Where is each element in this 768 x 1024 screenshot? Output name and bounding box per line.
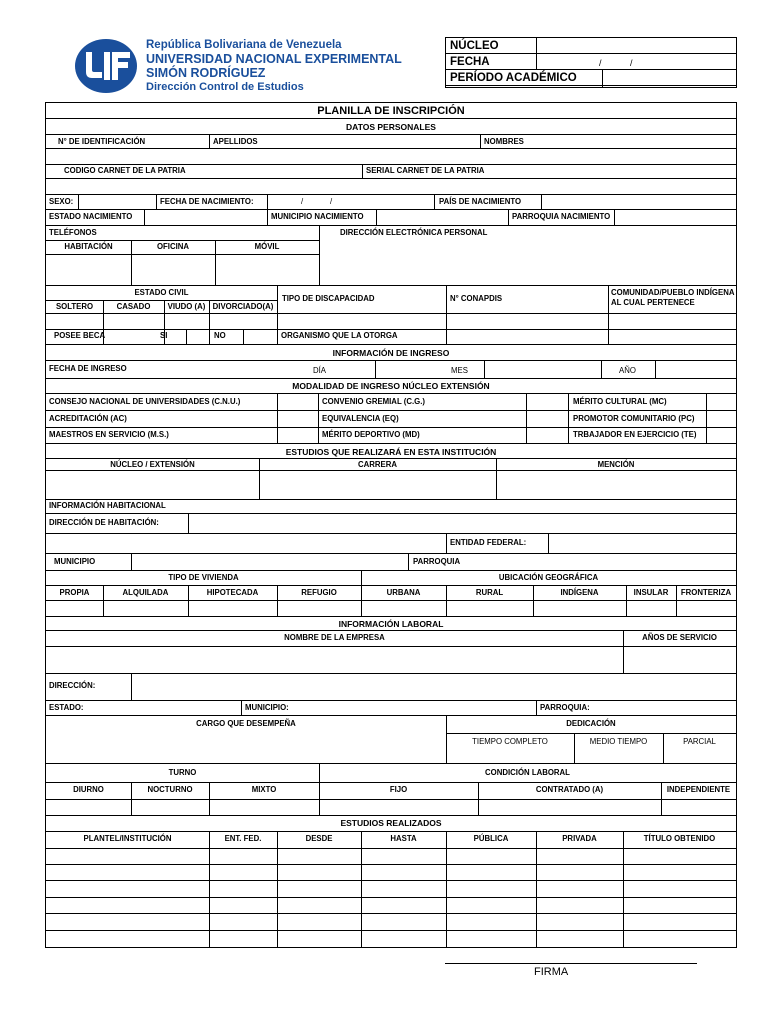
telefonos-label: TELÉFONOS [49, 228, 97, 237]
signature-line [445, 963, 697, 964]
privada-label: PRIVADA [562, 834, 597, 843]
comunidad-label-2: AL CUAL PERTENECE [611, 298, 695, 307]
organismo-label: ORGANISMO QUE LA OTORGA [281, 331, 398, 340]
section-datos-personales: DATOS PERSONALES [346, 122, 436, 132]
signature-label: FIRMA [534, 966, 569, 978]
fronteriza-label: FRONTERIZA [680, 588, 732, 597]
divorciado-label: DIVORCIADO(A) [212, 302, 274, 311]
parroquia-nacimiento-label: PARROQUIA NACIMIENTO [512, 212, 611, 221]
si-label: SI [160, 331, 168, 340]
independiente-label: INDEPENDIENTE [666, 785, 731, 794]
email-label: DIRECCIÓN ELECTRÓNICA PERSONAL [340, 228, 488, 237]
pc-label: PROMOTOR COMUNITARIO (PC) [573, 414, 695, 423]
inscription-form: PLANILLA DE INSCRIPCIÓN DATOS PERSONALES N° DE IDENTIFICACIÓN APELLIDOS NOMBRES CODIGO CARNET DE LA PATRIA SERIAL CARNET DE LA PATRIA SEXO: FECHA DE NACIMIENTO: / / PAÍS DE NACIMIENTO ESTADO NACIMIENTO MUNICIPIO NACIMIENTO PARROQUIA NACIMIENTO TELÉFONOS DIRECCIÓN ELECTRÓNICA PERSONAL HABITACIÓN OFICINA MÓVIL ESTADO CIVIL TIPO DE DISCAPACIDAD N° CONAPDIS COMUNIDAD/PUEBLO INDÍGENA AL CUAL PERTENECE SOLTERO CASADO VIUDO (A) DIVORCIADO(A) POSEE BECA SI NO ORGANISMO QUE LA OTORGA INFORMACIÓN DE INGRESO FECHA DE INGRESO DÍA MES AÑO MODALIDAD DE INGRESO NÚCLEO EXTENSIÓN CONSEJO NACIONAL DE UNIVERSIDADES (C.N.U.) CONVENIO GREMIAL (C.G.) MÉRITO CULTURAL (MC) ACREDITACIÓN (AC) EQUIVALENCIA (EQ) PROMOTOR COMUNITARIO (PC) MAESTROS EN SERVICIO (M.S.) MÉRITO DEPORTIVO (MD) TRBAJADOR EN EJERCICIO (TE) ESTUDIOS QUE REALIZARÁ EN ESTA INSTITUCIÓN NÚCLEO / EXTENSIÓN CARRERA MENCIÓN INFORMACIÓN HABITACIONAL DIRECCIÓN DE HABITACIÓN: ENTIDAD FEDERAL: MUNICIPIO PARROQUIA TIPO DE VIVIENDA UBICACIÓN GEOGRÁFICA PROPIA ALQUILADA HIPOTECADA REFUGIO URBANA RURAL INDÍGENA INSULAR FRONTERIZA INFORMACIÓN LABORAL NOMBRE DE LA EMPRESA AÑOS DE SERVICIO DIRECCIÓN: ESTADO: MUNICIPIO: PARROQUIA: CARGO QUE DESEMPEÑA DEDICACIÓN TIEMPO COMPLETO MEDIO TIEMPO PARCIAL TURNO CONDICIÓN LABORAL DIURNO NOCTURNO MIXTO FIJO CONTRATADO (A) INDEPENDIENTE ESTUDIOS REALIZADOS PLANTEL/INSTITUCIÓN ENT. FED. DESDE HASTA PÚBLICA PRIVADA TÍTULO OBTENIDO [45, 102, 737, 948]
fecha-nacimiento-label: FECHA DE NACIMIENTO: [160, 197, 254, 206]
casado-label: CASADO [116, 302, 151, 311]
fecha-row: FECHA [446, 54, 736, 70]
soltero-label: SOLTERO [55, 302, 94, 311]
periodo-row: PERÍODO ACADÉMICO [446, 70, 736, 86]
contratado-label: CONTRATADO (A) [535, 785, 604, 794]
pais-nacimiento-label: PAÍS DE NACIMIENTO [439, 197, 522, 206]
municipio-laboral-label: MUNICIPIO: [245, 703, 289, 712]
rural-label: RURAL [475, 588, 504, 597]
habitacion-label: HABITACIÓN [64, 242, 113, 251]
nocturno-label: NOCTURNO [147, 785, 193, 794]
urbana-label: URBANA [386, 588, 421, 597]
insular-label: INSULAR [633, 588, 669, 597]
oficina-label: OFICINA [156, 242, 190, 251]
estado-nacimiento-label: ESTADO NACIMIENTO [49, 212, 133, 221]
md-label: MÉRITO DEPORTIVO (MD) [322, 430, 420, 439]
movil-label: MÓVIL [254, 242, 280, 251]
anios-servicio-label: AÑOS DE SERVICIO [642, 633, 717, 642]
no-label: NO [214, 331, 226, 340]
ms-label: MAESTROS EN SERVICIO (M.S.) [49, 430, 169, 439]
nucleo-row: NÚCLEO [446, 38, 736, 54]
section-laboral: INFORMACIÓN LABORAL [338, 619, 444, 629]
cnu-label: CONSEJO NACIONAL DE UNIVERSIDADES (C.N.U.) [49, 397, 241, 406]
section-estudios-realizados: ESTUDIOS REALIZADOS [340, 818, 442, 828]
turno-label: TURNO [168, 768, 197, 777]
indigena-label: INDÍGENA [560, 588, 599, 597]
apellidos-label: APELLIDOS [213, 137, 258, 146]
dedicacion-label: DEDICACIÓN [566, 719, 616, 728]
mencion-label: MENCIÓN [597, 460, 635, 469]
form-title: PLANILLA DE INSCRIPCIÓN [317, 105, 465, 117]
hipotecada-label: HIPOTECADA [206, 588, 259, 597]
fijo-label: FIJO [389, 785, 408, 794]
cg-label: CONVENIO GREMIAL (C.G.) [322, 397, 425, 406]
parroquia-label: PARROQUIA [413, 557, 461, 566]
nucleo-extension-label: NÚCLEO / EXTENSIÓN [110, 460, 195, 469]
plantel-label: PLANTEL/INSTITUCIÓN [83, 834, 172, 843]
carrera-label: CARRERA [358, 460, 397, 469]
estado-civil-label: ESTADO CIVIL [134, 288, 189, 297]
periodo-field[interactable] [603, 70, 736, 87]
tipo-vivienda-label: TIPO DE VIVIENDA [168, 573, 239, 582]
parcial-label: PARCIAL [683, 737, 716, 746]
section-estudios-institucion: ESTUDIOS QUE REALIZARÁ EN ESTA INSTITUCIÓN [285, 447, 497, 457]
conapdis-label: N° CONAPDIS [450, 294, 503, 303]
anio-label: AÑO [619, 366, 636, 375]
estado-laboral-label: ESTADO: [49, 703, 84, 712]
desde-label: DESDE [305, 834, 333, 843]
viudo-label: VIUDO (A) [167, 302, 206, 311]
sexo-label: SEXO: [49, 197, 74, 206]
ac-label: ACREDITACIÓN (AC) [49, 414, 127, 423]
info-habitacional-label: INFORMACIÓN HABITACIONAL [49, 501, 166, 510]
header-info-box: NÚCLEO FECHA PERÍODO ACADÉMICO / / [445, 37, 737, 88]
hasta-label: HASTA [390, 834, 417, 843]
mes-label: MES [451, 366, 468, 375]
id-label: N° DE IDENTIFICACIÓN [58, 137, 146, 146]
propia-label: PROPIA [59, 588, 90, 597]
posee-beca-label: POSEE BECA [54, 331, 106, 340]
municipio-nacimiento-label: MUNICIPIO NACIMIENTO [271, 212, 364, 221]
tiempo-completo-label: TIEMPO COMPLETO [472, 737, 548, 746]
direccion-habitacion-label: DIRECCIÓN DE HABITACIÓN: [49, 518, 159, 527]
te-label: TRBAJADOR EN EJERCICIO (TE) [573, 430, 697, 439]
comunidad-label-1: COMUNIDAD/PUEBLO INDÍGENA [611, 288, 735, 297]
university-logo-icon [74, 38, 138, 94]
university-name: República Bolivariana de Venezuela UNIVERSIDAD NACIONAL EXPERIMENTAL SIMÓN RODRÍGUEZ Dirección Control de Estudios [146, 39, 402, 93]
serial-carnet-label: SERIAL CARNET DE LA PATRIA [366, 166, 485, 175]
fecha-field[interactable] [537, 54, 736, 70]
nombres-label: NOMBRES [484, 137, 524, 146]
nucleo-field[interactable] [537, 38, 736, 54]
empresa-label: NOMBRE DE LA EMPRESA [284, 633, 385, 642]
condicion-laboral-label: CONDICIÓN LABORAL [485, 768, 570, 777]
eq-label: EQUIVALENCIA (EQ) [322, 414, 399, 423]
diurno-label: DIURNO [73, 785, 104, 794]
titulo-label: TÍTULO OBTENIDO [643, 834, 716, 843]
ent-fed-label: ENT. FED. [224, 834, 262, 843]
section-ingreso: INFORMACIÓN DE INGRESO [332, 348, 450, 358]
section-modalidad: MODALIDAD DE INGRESO NÚCLEO EXTENSIÓN [292, 381, 490, 391]
discapacidad-label: TIPO DE DISCAPACIDAD [282, 294, 375, 303]
municipio-label: MUNICIPIO [54, 557, 96, 566]
publica-label: PÚBLICA [473, 834, 509, 843]
mc-label: MÉRITO CULTURAL (MC) [573, 397, 667, 406]
cargo-label: CARGO QUE DESEMPEÑA [196, 719, 296, 728]
medio-tiempo-label: MEDIO TIEMPO [589, 737, 648, 746]
entidad-federal-label: ENTIDAD FEDERAL: [450, 538, 527, 547]
refugio-label: REFUGIO [301, 588, 337, 597]
parroquia-laboral-label: PARROQUIA: [540, 703, 590, 712]
codigo-carnet-label: CODIGO CARNET DE LA PATRIA [64, 166, 186, 175]
fecha-ingreso-label: FECHA DE INGRESO [49, 364, 127, 373]
mixto-label: MIXTO [251, 785, 277, 794]
dia-label: DÍA [313, 366, 326, 375]
direccion-laboral-label: DIRECCIÓN: [49, 681, 96, 690]
alquilada-label: ALQUILADA [122, 588, 169, 597]
ubicacion-geografica-label: UBICACIÓN GEOGRÁFICA [498, 573, 599, 582]
